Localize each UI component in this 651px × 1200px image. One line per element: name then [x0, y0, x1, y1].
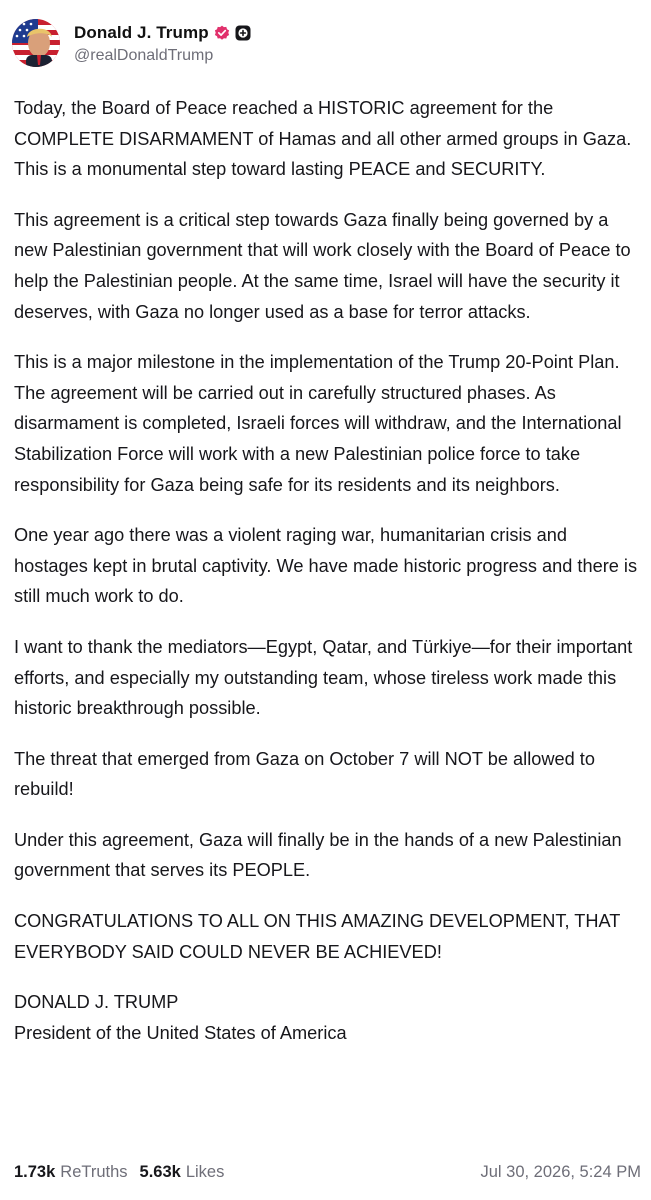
post-paragraph: Under this agreement, Gaza will finally be in the hands of a new Palestinian government that serves its PEOPLE. — [14, 829, 622, 881]
post-paragraph: CONGRATULATIONS TO ALL ON THIS AMAZING DEVELOPMENT, THAT EVERYBODY SAID COULD NEVER BE ACHIEVED! — [14, 911, 621, 962]
post-paragraph: Today, the Board of Peace reached a HISTORIC agreement for the COMPLETE DISARMAMENT of Hamas and all other armed groups in Gaza. This is a monumental step toward lasting PEACE and SECURITY. — [14, 98, 632, 180]
post-paragraph: One year ago there was a violent raging war, humanitarian crisis and hostages kept in brutal captivity. We have made historic progress and there is still much work to do. — [14, 525, 638, 607]
post-paragraph: This is a major milestone in the implementation of the Trump 20-Point Plan. The agreement will be carried out in carefully structured phases. As disarmament is completed, Israeli forces will withdraw, and the International Stabilization Force will work with a new Palestinian police force to take responsibility for Gaza being safe for its residents and its neighbors. — [14, 352, 622, 495]
retruths-label: ReTruths — [60, 1162, 128, 1181]
verified-badge-icon — [214, 25, 230, 41]
likes-count: 5.63k — [139, 1162, 181, 1181]
post-stats — [14, 1160, 641, 1184]
post-header — [12, 17, 251, 69]
retruths-count: 1.73k — [14, 1162, 56, 1181]
signature-name: DONALD J. TRUMP — [14, 992, 179, 1013]
likes-stat[interactable] — [140, 1163, 225, 1182]
avatar[interactable] — [12, 19, 60, 67]
post-signature — [14, 987, 638, 1048]
retruths-stat[interactable] — [14, 1163, 128, 1182]
signature-title: President of the United States of America — [14, 1022, 347, 1043]
likes-label: Likes — [185, 1162, 225, 1181]
post-timestamp[interactable]: Jul 30, 2026, 5:24 PM — [480, 1162, 641, 1181]
portrait-flag-avatar-icon — [12, 19, 60, 67]
user-handle[interactable]: @realDonaldTrump — [74, 47, 214, 64]
post-paragraph: I want to thank the mediators—Egypt, Qatar, and Türkiye—for their important efforts, and especially my outstanding team, whose tireless work made this historic breakthrough possible. — [14, 636, 633, 719]
post-paragraph: This agreement is a critical step towards Gaza finally being governed by a new Palestinian government that will work closely with the Board of Peace to help the Palestinian people. At the same time, Israel will have the security it deserves, with Gaza no longer used as a base for terror attacks. — [14, 209, 631, 322]
display-name[interactable]: Donald J. Trump — [74, 23, 209, 42]
post-body — [14, 93, 638, 1048]
post-paragraph: The threat that emerged from Gaza on October 7 will NOT be allowed to rebuild! — [14, 748, 595, 800]
plus-badge-icon — [235, 25, 251, 41]
